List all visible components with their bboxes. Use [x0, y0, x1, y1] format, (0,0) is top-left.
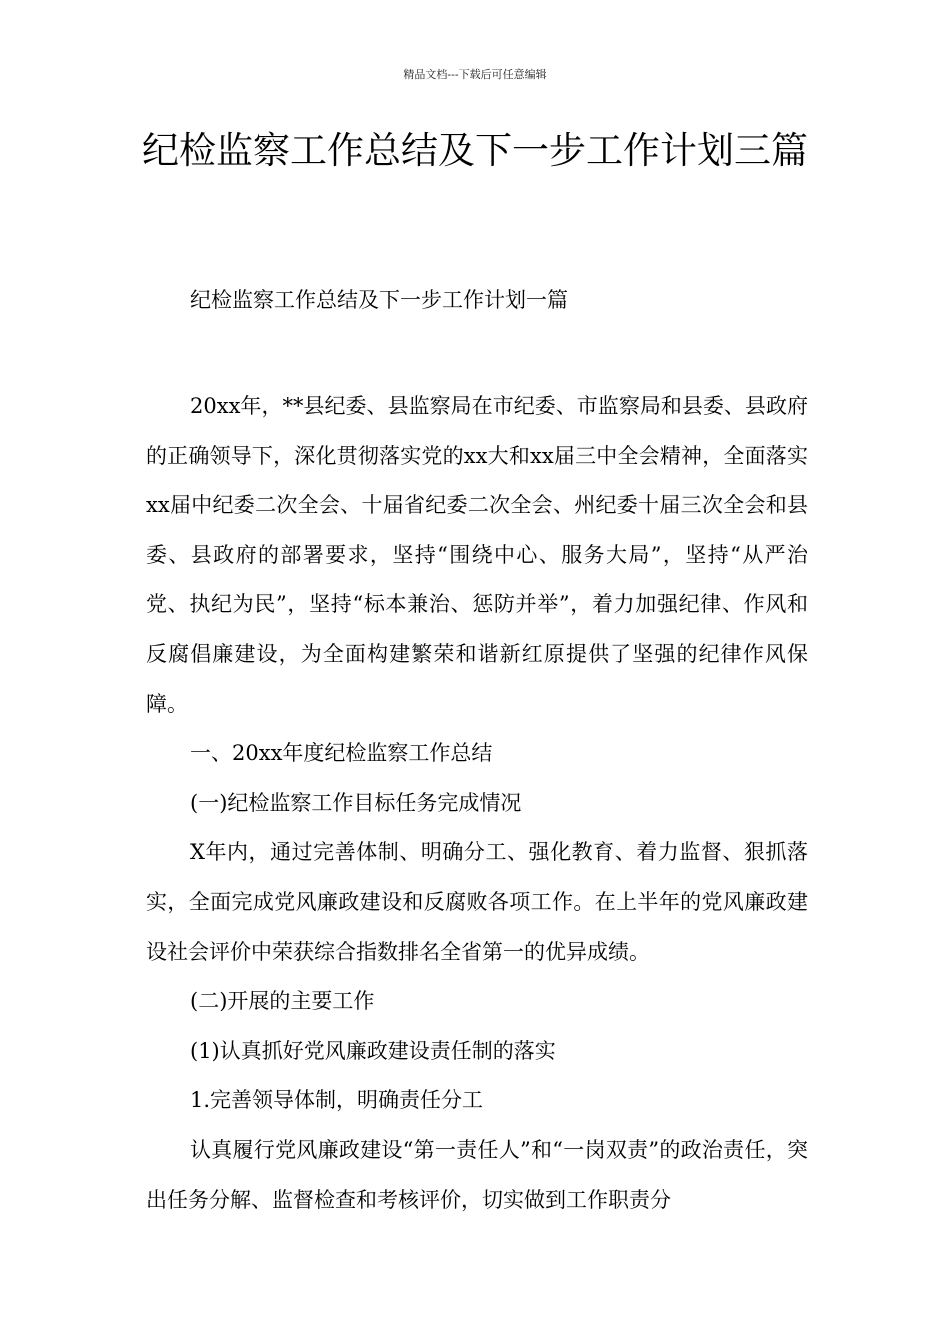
- page-header: 精品文档---下载后可任意编辑: [403, 68, 547, 81]
- paragraph-completion: X年内，通过完善体制、明确分工、强化教育、着力监督、狠抓落实，全面完成党风廉政建设和反腐败各项工作。在上半年的党风廉政建设社会评价中荣获综合指数排名全省第一的优异成绩。: [146, 840, 808, 964]
- paragraph-intro: 20xx年，**县纪委、县监察局在市纪委、市监察局和县委、县政府的正确领导下，深化贯彻落实党的xx大和xx届三中全会精神，全面落实xx届中纪委二次全会、十届省纪委二次全会、州纪委十届三次全会和县委、县政府的部署要求，坚持“围绕中心、服务大局”，坚持“从严治党、执纪为民”，坚持“标本兼治、惩防并举”，着力加强纪律、作风和反腐倡廉建设，为全面构建繁荣和谐新红原提供了坚强的纪律作风保障。: [146, 394, 808, 716]
- document-title: 纪检监察工作总结及下一步工作计划三篇: [142, 129, 808, 172]
- item-heading-1: (1)认真抓好党风廉政建设责任制的落实: [190, 1038, 556, 1063]
- subsection-heading-2: (二)开展的主要工作: [190, 989, 375, 1014]
- section-heading-1: 一、20xx年度纪检监察工作总结: [190, 741, 493, 766]
- document-body: [146, 382, 808, 1225]
- point-heading-1: 1.完善领导体制，明确责任分工: [190, 1088, 484, 1113]
- subsection-heading-1: (一)纪检监察工作目标任务完成情况: [190, 790, 522, 815]
- document-subtitle: 纪检监察工作总结及下一步工作计划一篇: [190, 288, 568, 312]
- paragraph-responsibility: 认真履行党风廉政建设“第一责任人”和“一岗双责”的政治责任，突出任务分解、监督检查和考核评价，切实做到工作职责分: [146, 1137, 808, 1212]
